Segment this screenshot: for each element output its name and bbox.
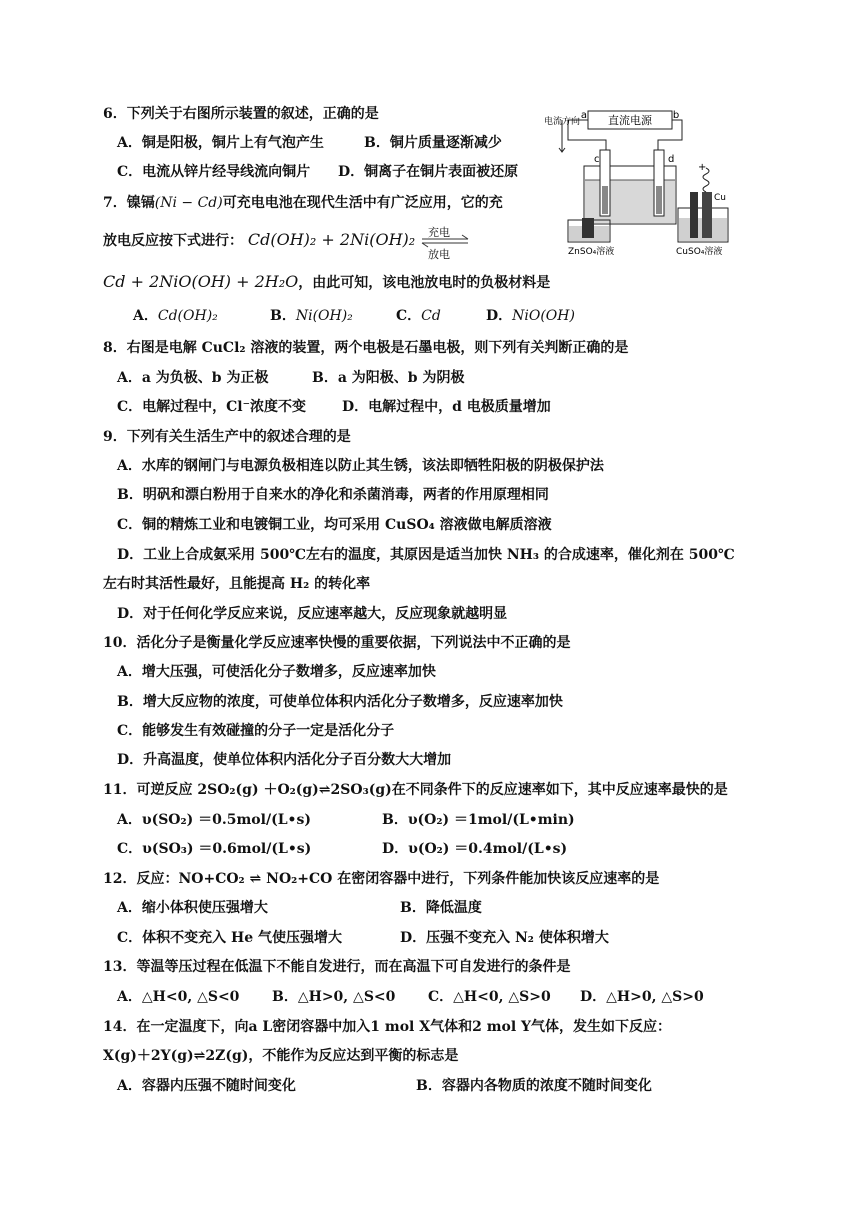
q8-option-a: A．a 为负极、b 为正极 <box>117 370 269 386</box>
left-solution-label: ZnSO₄溶液 <box>568 247 615 257</box>
q7-option-a-formula: Cd(OH)₂ <box>157 308 218 324</box>
q7-line2-formula: Cd(OH)₂ + 2Ni(OH)₂ <box>247 230 416 249</box>
q13-stem: 13．等温等压过程在低温下不能自发进行，而在高温下可自发进行的条件是 <box>103 959 571 975</box>
terminal-a-label: a <box>580 110 588 121</box>
electrode-c-label: c <box>594 154 600 165</box>
current-direction-label <box>544 115 580 127</box>
q8-option-c: C．电解过程中，Cl⁻浓度不变 <box>117 399 306 415</box>
electrode-d-label: d <box>668 154 675 165</box>
q7-option-a <box>133 306 218 326</box>
q12-option-a: A．缩小体积使压强增大 <box>117 900 268 916</box>
q7-line2 <box>103 226 472 261</box>
q9-option-d1: D．工业上合成氨采用 500℃左右的温度，其原因是适当加快 NH₃ 的合成速率，催化剂在 500℃ <box>117 547 735 563</box>
q6-option-b: B．铜片质量逐渐减少 <box>364 135 502 151</box>
q7-stem-pre: 7．镍镉 <box>103 195 155 211</box>
q10-option-d: D．升高温度，使单位体积内活化分子百分数大大增加 <box>117 752 452 768</box>
q7-line3-formula: Cd + 2NiO(OH) + 2H₂O <box>103 272 299 291</box>
q6-stem: 6．下列关于右图所示装置的叙述，正确的是 <box>103 106 379 122</box>
q9-option-b: B．明矾和漂白粉用于自来水的净化和杀菌消毒，两者的作用原理相同 <box>117 487 549 503</box>
right-solution-label: CuSO₄溶液 <box>676 247 723 257</box>
q14-stem-2: X(g)＋2Y(g)⇌2Z(g)，不能作为反应达到平衡的标志是 <box>103 1048 459 1064</box>
q7-option-a-label: A． <box>133 308 158 324</box>
q9-option-d1-cont: 左右时其活性最好，且能提高 H₂ 的转化率 <box>103 576 371 592</box>
q9-stem: 9．下列有关生活生产中的叙述合理的是 <box>103 429 351 445</box>
q11-option-a: A．υ(SO₂) ＝0.5mol/(L•s) <box>117 812 311 828</box>
q11-stem: 11．可逆反应 2SO₂(g) ＋O₂(g)⇌2SO₃(g)在不同条件下的反应速率如下，其中反应速率最快的是 <box>103 782 728 798</box>
q6-option-c: C．电流从锌片经导线流向铜片 <box>117 164 311 180</box>
q7-option-b <box>270 306 353 326</box>
q12-option-b: B．降低温度 <box>400 900 482 916</box>
q11-option-c: C．υ(SO₃) ＝0.6mol/(L•s) <box>117 841 312 857</box>
q9-option-a: A．水库的钢闸门与电源负极相连以防止其生锈，该法即牺牲阳极的阴极保护法 <box>117 458 604 474</box>
q7-line3-post: ，由此可知，该电池放电时的负极材料是 <box>298 275 551 291</box>
q7-option-c <box>396 306 441 326</box>
q7-option-d-formula: NiO(OH) <box>512 308 575 324</box>
copper-electrode <box>702 192 712 238</box>
q6-option-a: A．铜是阳极，铜片上有气泡产生 <box>117 135 324 151</box>
terminal-b-label: b <box>672 110 680 121</box>
q7-option-b-formula: Ni(OH)₂ <box>295 308 353 324</box>
plus-sign: + <box>698 162 707 173</box>
power-supply-label: 直流电源 <box>608 114 652 127</box>
q7-option-b-label: B． <box>270 308 296 324</box>
q7-line2-pre: 放电反应按下式进行： <box>103 233 243 249</box>
q10-option-a: A．增大压强，可使活化分子数增多，反应速率加快 <box>117 664 436 680</box>
current-direction-text: 电流方向 <box>544 117 581 127</box>
q14-option-a: A．容器内压强不随时间变化 <box>117 1078 296 1094</box>
cu-label: Cu <box>714 193 726 203</box>
q13-option-c: C．△H<0, △S>0 <box>428 989 551 1005</box>
arrow-top-label: 充电 <box>428 226 451 239</box>
zinc-electrode <box>582 218 594 238</box>
q12-stem: 12．反应：NO+CO₂ ⇌ NO₂+CO 在密闭容器中进行，下列条件能加快该反应速率的是 <box>103 871 660 887</box>
q13-option-b: B．△H>0, △S<0 <box>272 989 396 1005</box>
q9-option-d2: D．对于任何化学反应来说，反应速率越大，反应现象就越明显 <box>117 606 508 622</box>
q7-option-d-label: D． <box>486 308 513 324</box>
q7-stem <box>103 193 503 213</box>
q7-stem-formula: (Ni − Cd) <box>154 195 223 211</box>
q8-stem: 8．右图是电解 CuCl₂ 溶液的装置，两个电极是石墨电极，则下列有关判断正确的是 <box>103 340 629 356</box>
q14-option-b: B．容器内各物质的浓度不随时间变化 <box>416 1078 652 1094</box>
q11-option-d: D．υ(O₂) ＝0.4mol/(L•s) <box>382 841 568 857</box>
q7-option-d <box>486 306 575 326</box>
q13-option-d: D．△H>0, △S>0 <box>580 989 704 1005</box>
q11-option-b: B．υ(O₂) ＝1mol/(L•min) <box>382 812 575 828</box>
q9-option-c: C．铜的精炼工业和电镀铜工业，均可采用 CuSO₄ 溶液做电解质溶液 <box>117 517 552 533</box>
electrolysis-apparatus-diagram <box>538 108 738 260</box>
q7-stem-post: 可充电电池在现代生活中有广泛应用，它的充 <box>222 195 503 211</box>
q8-option-b: B．a 为阳极、b 为阴极 <box>312 370 465 386</box>
arrow-bottom-label: 放电 <box>428 248 451 261</box>
q13-option-a: A．△H<0, △S<0 <box>117 989 240 1005</box>
q10-option-c: C．能够发生有效碰撞的分子一定是活化分子 <box>117 723 395 739</box>
q7-option-c-label: C． <box>396 308 422 324</box>
q8-option-d: D．电解过程中，d 电极质量增加 <box>342 399 551 415</box>
copper-rod-left <box>690 192 698 238</box>
q7-line3 <box>103 272 550 293</box>
reaction-arrow <box>420 226 472 261</box>
q12-option-d: D．压强不变充入 N₂ 使体积增大 <box>400 930 609 946</box>
q10-option-b: B．增大反应物的浓度，可使单位体积内活化分子数增多，反应速率加快 <box>117 694 563 710</box>
q6-option-d: D．铜离子在铜片表面被还原 <box>338 164 519 180</box>
q14-stem: 14．在一定温度下，向a L密闭容器中加入1 mol X气体和2 mol Y气体，发生如下反应： <box>103 1019 672 1035</box>
q12-option-c: C．体积不变充入 He 气使压强增大 <box>117 930 343 946</box>
q7-option-c-formula: Cd <box>421 308 441 324</box>
q10-stem: 10．活化分子是衡量化学反应速率快慢的重要依据，下列说法中不正确的是 <box>103 635 571 651</box>
